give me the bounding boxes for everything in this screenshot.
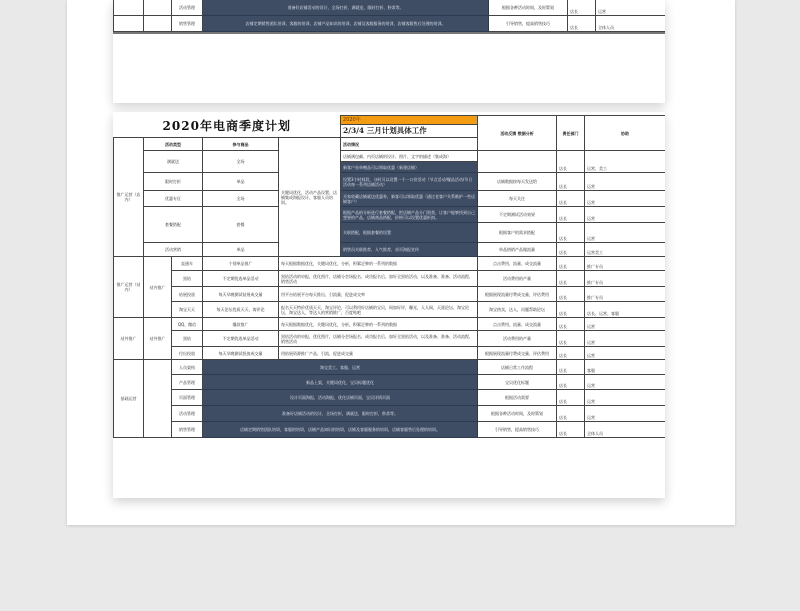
cell-analysis: 宝贝优化标题: [478, 375, 557, 390]
plan-table: [113, 115, 665, 438]
cell-intro: 店铺满包邮、内页店铺的设计、图片、文字的描述（集成海）: [341, 151, 478, 162]
cell-type: 优惠专区: [144, 191, 203, 207]
cell-detail: 报名天天特价优质天天，淘宝评论，可以利用好店铺的宝贝，同加好评，曝光、人人网，天涯论坛，淘宝论坛，淘宝达人，等达人的营销推广，百度贴吧: [279, 302, 478, 318]
subcategory-onsite: 站内推广: [144, 257, 172, 318]
cell-owner: 店长: [557, 331, 585, 347]
cell-assist: 推广专员: [585, 287, 665, 302]
cell-assist: 运营: [585, 207, 665, 223]
cell-type: 销售管理: [172, 16, 203, 32]
cell-type: 套餐搭配: [144, 207, 203, 243]
cell-product: 套餐: [203, 207, 279, 243]
cell-type: 限时打折: [144, 173, 203, 191]
cell-detail: 用平台钻展平台每天推出，引流量，促进成交率: [279, 287, 478, 302]
cell-product: 每天早晚测试钻展成交量: [203, 287, 279, 302]
cell-analysis: 根据各种活动时间，及时策划: [489, 0, 568, 16]
cell-detail: 设置3个时间段，分时可以设置一个一口价活动（节点活动/爆品活动/节日活动每一系列店铺活动）: [341, 173, 478, 191]
cell-product: 不定期优选单品活动: [203, 271, 279, 287]
cell-assist: 运营: [585, 191, 665, 207]
cell-assist: 运营: [585, 223, 665, 243]
year-bar: 2020年: [341, 116, 478, 125]
cell-assist: 店长、运营、客服: [585, 302, 665, 318]
header-activity-details: 活动情况: [341, 138, 478, 151]
cell-detail: 设计页面海报，活动海报，优化店铺页面，宝贝详情页面: [203, 390, 478, 406]
cell-assist: 推广专员: [585, 257, 665, 271]
cell-analysis: 淘宝热卖，达人，问题帮助论坛: [478, 302, 557, 318]
cell-owner: 店长: [557, 375, 585, 390]
store-description: 关键词优化、活动产品设置、店铺集成海报设计、客服人员培训。: [279, 138, 341, 257]
cell-product: 全场: [203, 191, 279, 207]
cell-type: 钻展投放: [172, 287, 203, 302]
cell-product: 全场: [203, 151, 279, 173]
cell-product: 每天论坛优质天天、淘评论: [203, 302, 279, 318]
cell-detail: 买家收藏店铺就送优惠券，新客可以领取优惠（通过老客户关系维护一些店铺客户）: [341, 191, 478, 207]
cell-type: 直通车: [172, 257, 203, 271]
cell-type: QQ、微信: [172, 318, 203, 331]
previous-page-table: [113, 0, 665, 32]
cell-assist: 运营: [585, 173, 665, 191]
cell-analysis: [478, 151, 557, 173]
plan-subtitle: 2/3/4 三月计划具体工作: [341, 125, 478, 138]
cell-type: 淘宝天天: [172, 302, 203, 318]
cell-owner: 店长: [557, 223, 585, 243]
cell-owner: 店长: [557, 191, 585, 207]
cell-owner: 店长: [557, 390, 585, 406]
cell-type: 满就送: [144, 151, 203, 173]
cell-analysis: 引导销售，提高销售技巧: [489, 16, 568, 32]
cell-assist: 运营: [585, 347, 665, 360]
cell-detail: 新品上架，关键词优化，宝贝标题优化: [203, 375, 478, 390]
cell-owner: 店长: [557, 287, 585, 302]
cell-type: 活动管理: [172, 0, 203, 16]
cell-owner: 店长: [557, 151, 585, 173]
cell-type: 页面管理: [172, 390, 203, 406]
cell-product: 爆款推广: [203, 318, 279, 331]
cell-assist: 运营、美工: [585, 151, 665, 173]
plan-page: [113, 112, 665, 498]
subcategory-offsite: 站外推广: [144, 318, 172, 360]
category-onsite: 推广运营（站内）: [114, 257, 144, 318]
cell-detail: 新客户首单赠品可以领取优惠（新建店铺）: [341, 162, 478, 173]
cell-detail: 准备好店铺活动的设计，全场打折，满就送，限时打折，秒杀等。: [203, 406, 478, 422]
cell-product: 每天早晚测试投放成交量: [203, 347, 279, 360]
category-offsite: 站外推广: [114, 318, 144, 360]
cell-analysis: 引导销售，提高销售技巧: [478, 422, 557, 438]
cell-assist: 客服: [585, 360, 665, 375]
cell-type: 产品管理: [172, 375, 203, 390]
cell-type: 销售管理: [172, 422, 203, 438]
page-title: 2020年电商季度计划: [114, 116, 341, 138]
cell-detail: 每天根据数据优化，关键词优化，分析，积累足够的一系列的数据: [279, 257, 478, 271]
table-bottom-border: [113, 32, 665, 34]
cell-owner: 店长: [557, 302, 585, 318]
cell-assist: 运营: [596, 0, 666, 16]
cell-detail: 根据产品的分析进行套餐搭配，把店铺产品分门别类，让客户能够找到自己想要的产品，店铺商品搭配，价格可以设置优惠折扣。: [341, 207, 478, 223]
cell-analysis: 根据活动需要: [478, 390, 557, 406]
cell-detail: 用钻展资源推广产品，引流，促进成交量: [279, 347, 478, 360]
cell-detail: 黑钻活动的申报，优化图片，店铺分会场报名，成功报名后，加好全黑钻活动，以及准备、准备、活动流程、销售活动: [279, 331, 478, 347]
cell-type: 付出投放: [172, 347, 203, 360]
header-analysis: 活动反馈 数据分析: [478, 116, 557, 151]
cell-owner: 店长: [557, 347, 585, 360]
header-products: 参与商品: [203, 138, 279, 151]
category-store: 推广运营（店内）: [114, 138, 144, 257]
cell-owner: 店长: [557, 243, 585, 257]
cell-analysis: 根据各种活动时间，及时策划: [478, 406, 557, 422]
cell-analysis: 根据客户的需求搭配: [478, 223, 557, 243]
cell-analysis: 不定期测试活动效果: [478, 207, 557, 223]
cell-owner: 店长: [568, 0, 596, 16]
cell-detail: 店铺定期销售团队培训，客服的培训，店铺产品知识的培训，店铺及客服服务的培训，店铺客服售后处理的培训。: [203, 422, 478, 438]
cell-assist: 全体人员: [596, 16, 666, 32]
cell-detail: 销售员关联推荐，人气推荐，首页海报宣传: [341, 243, 478, 257]
cell-analysis: 点击费用、流量、成交流量: [478, 257, 557, 271]
cell-assist: 运营: [585, 406, 665, 422]
cell-owner: 店长: [557, 257, 585, 271]
cell-owner: 店长: [557, 406, 585, 422]
cell-product: 单品: [203, 243, 279, 257]
cell-assist: 运营美工: [585, 243, 665, 257]
cell-owner: 店长: [557, 318, 585, 331]
cell-assist: 运营: [585, 390, 665, 406]
cell-assist: 运营: [585, 375, 665, 390]
category-basic: 基础运营: [114, 360, 144, 438]
cell-analysis: 每天关注: [478, 191, 557, 207]
cell-product: 单品: [203, 173, 279, 191]
cell-detail: 黑钻活动的申报，优化图片，店铺分会场报名，成功报名后，加好全黑钻活动，以及准备、准备、活动流程、销售活动: [279, 271, 478, 287]
cell-assist: 全体人员: [585, 422, 665, 438]
header-activity-type: 活动类型: [144, 138, 203, 151]
cell-detail: 关联搭配，根据套餐的设置: [341, 223, 478, 243]
cell-analysis: 店铺数据按每天发送给: [478, 173, 557, 191]
cell-type: 活动营销: [144, 243, 203, 257]
cell-owner: 店长: [557, 173, 585, 191]
cell-detail: 准备好店铺活动的设计，全场打折，满就送，限时打折，秒杀等。: [203, 0, 489, 16]
cell-type: 人员架构: [172, 360, 203, 375]
cell-analysis: 根据展现流量付费成交量，评估费用: [478, 287, 557, 302]
cell-analysis: 活动费用的产量: [478, 271, 557, 287]
cell-type: 黑钻: [172, 271, 203, 287]
cell-detail: 每天根据数据优化，关键词优化，分析，积累足够的一系列的数据: [279, 318, 478, 331]
cell-analysis: 根据展现流量付费成交量，评估费用: [478, 347, 557, 360]
cell-detail: 店铺定期销售团队培训，客服的培训，店铺产品知识的培训，店铺及客服服务的培训，店铺客服售后处理的培训。: [203, 16, 489, 32]
cell-product: 不定期优选单品活动: [203, 331, 279, 347]
cell-type: 活动管理: [172, 406, 203, 422]
cell-product: 个别单品推广: [203, 257, 279, 271]
cell-assist: 运营: [585, 331, 665, 347]
cell-owner: 店长: [557, 271, 585, 287]
cell-detail: 淘宝美工、客服、运营: [203, 360, 478, 375]
cell-analysis: 单品热销产品做流量: [478, 243, 557, 257]
previous-page: [113, 0, 665, 103]
header-owner: 责任部门: [557, 116, 585, 151]
cell-owner: 店长: [557, 422, 585, 438]
cell-owner: 店长: [557, 360, 585, 375]
cell-analysis: 活动费用的产量: [478, 331, 557, 347]
cell-owner: 店长: [568, 16, 596, 32]
cell-assist: 运营: [585, 318, 665, 331]
cell-analysis: 店铺日常工作流程: [478, 360, 557, 375]
cell-analysis: 点击费用、流量、成交流量: [478, 318, 557, 331]
cell-assist: 推广专员: [585, 271, 665, 287]
cell-owner: 店长: [557, 207, 585, 223]
cell-type: 黑钻: [172, 331, 203, 347]
header-assist: 协助: [585, 116, 665, 151]
